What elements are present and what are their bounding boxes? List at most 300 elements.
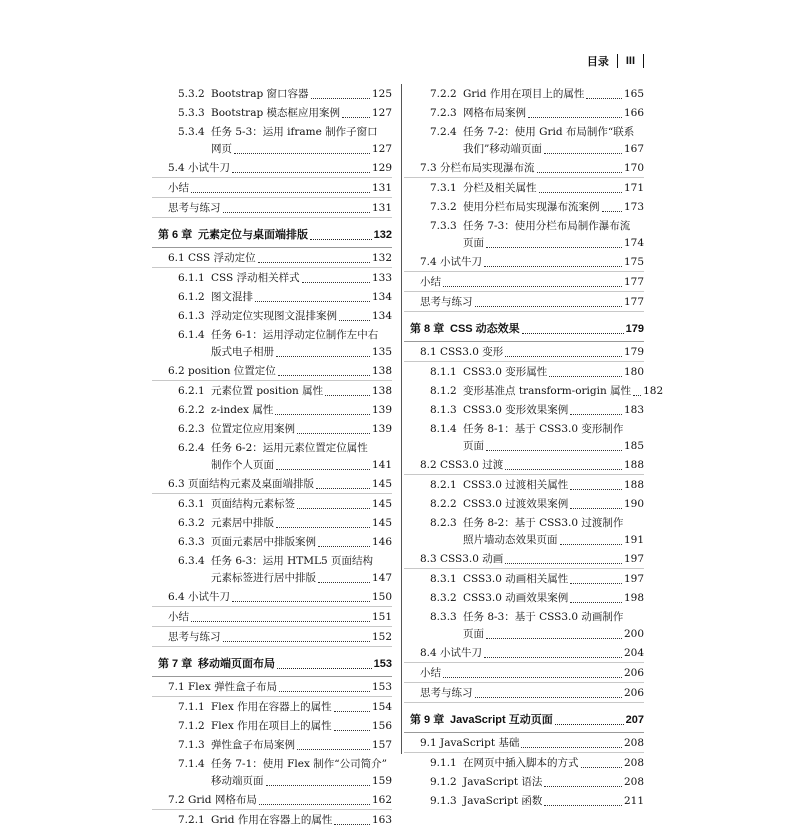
toc-entry-chapter[interactable] — [152, 227, 392, 248]
toc-page-number: 200 — [623, 628, 644, 640]
toc-entry-number: 7.1.2 — [178, 720, 205, 732]
toc-page-number: 179 — [625, 323, 644, 335]
toc-entry-sub[interactable] — [404, 590, 644, 607]
toc-entry-line — [168, 792, 392, 809]
toc-entry-sec[interactable] — [152, 589, 392, 607]
toc-entry-number: 5.3.2 — [178, 88, 205, 100]
toc-entry-sub[interactable] — [152, 124, 392, 158]
toc-entry-sub[interactable] — [404, 755, 644, 772]
toc-page-number: 174 — [623, 237, 644, 249]
toc-entry-line — [430, 496, 644, 513]
toc-entry-sec[interactable] — [152, 679, 392, 697]
toc-entry-number: 7.2 — [168, 794, 185, 806]
toc-entry-line — [430, 364, 644, 381]
toc-page-number: 157 — [371, 739, 392, 751]
toc-entry-line — [158, 227, 392, 244]
toc-page-number: 167 — [623, 143, 644, 155]
toc-entry-number: 7.1.4 — [178, 758, 205, 770]
toc-entry-title: CSS3.0 动画相关属性 — [463, 573, 569, 585]
toc-entry-title: 移动端页面 — [211, 775, 264, 787]
toc-entry-title: 版式电子相册 — [211, 346, 274, 358]
toc-entry-sub[interactable] — [404, 571, 644, 588]
toc-dot-leader — [325, 395, 370, 396]
toc-dot-leader — [539, 192, 622, 193]
toc-dot-leader — [302, 282, 370, 283]
toc-dot-leader — [486, 450, 622, 451]
toc-entry-number: 7.2.3 — [430, 107, 457, 119]
toc-entry-title: 在网页中插入脚本的方式 — [463, 757, 579, 769]
toc-page-number: 206 — [623, 687, 644, 699]
toc-entry-number: 8.3 — [420, 553, 437, 565]
toc-dot-leader — [633, 395, 641, 396]
toc-page-number: 173 — [623, 201, 644, 213]
header-page-number: III — [625, 55, 635, 67]
toc-entry-sec[interactable] — [404, 645, 644, 663]
toc-entry-title: 小试牛刀 — [188, 162, 230, 174]
toc-entry-sec[interactable] — [404, 735, 644, 753]
toc-dot-leader — [278, 375, 370, 376]
toc-entry-line — [178, 402, 392, 419]
toc-entry-sub[interactable] — [152, 440, 392, 474]
toc-entry-sec[interactable] — [404, 344, 644, 362]
toc-page-number: 211 — [623, 795, 644, 807]
toc-entry-number: 6.2 — [168, 365, 185, 377]
toc-page-number: 180 — [623, 366, 644, 378]
toc-page-number: 177 — [623, 276, 644, 288]
toc-entry-sec[interactable] — [404, 254, 644, 272]
toc-page-number: 150 — [371, 591, 392, 603]
toc-entry-line — [430, 402, 644, 419]
toc-entry-sub[interactable] — [152, 86, 392, 103]
toc-entry-number: 9.1.3 — [430, 795, 457, 807]
toc-entry-number: 7.1.1 — [178, 701, 205, 713]
toc-dot-leader — [255, 301, 370, 302]
toc-entry-line — [178, 383, 392, 400]
toc-dot-leader — [259, 804, 370, 805]
toc-entry-number: 8.4 — [420, 647, 437, 659]
toc-entry-sub[interactable] — [152, 289, 392, 306]
toc-dot-leader — [570, 489, 622, 490]
toc-entry-sub[interactable] — [404, 515, 644, 549]
toc-entry-plain[interactable] — [152, 180, 392, 198]
toc-entry-plain[interactable] — [152, 629, 392, 647]
toc-entry-sub[interactable] — [404, 774, 644, 791]
toc-entry-line — [178, 773, 392, 790]
toc-entry-number: 9.1.2 — [430, 776, 457, 788]
toc-entry-title: 任务 8-3：基于 CSS3.0 动画制作 — [463, 611, 624, 623]
toc-entry-title: Grid 网格布局 — [188, 794, 257, 806]
toc-entry-title: 任务 7-3：使用分栏布局制作瀑布流 — [463, 220, 631, 232]
toc-entry-title: 分栏布局实现瀑布流 — [440, 162, 535, 174]
toc-page-number: 145 — [371, 517, 392, 529]
toc-page-number: 163 — [371, 814, 392, 826]
toc-entry-sub[interactable] — [404, 124, 644, 158]
toc-entry-line — [178, 496, 392, 513]
toc-entry-sub[interactable] — [152, 421, 392, 438]
toc-dot-leader — [334, 730, 370, 731]
toc-entry-title: 小试牛刀 — [440, 256, 482, 268]
toc-page-number: 204 — [623, 647, 644, 659]
toc-entry-sub[interactable] — [404, 86, 644, 103]
toc-entry-sec[interactable] — [152, 792, 392, 810]
toc-entry-number: 第 7 章 — [158, 658, 193, 670]
toc-page-number: 131 — [371, 182, 392, 194]
toc-entry-line — [178, 737, 392, 754]
toc-entry-sub[interactable] — [152, 270, 392, 287]
toc-dot-leader — [234, 153, 370, 154]
toc-entry-title: 任务 8-1：基于 CSS3.0 变形制作 — [463, 423, 624, 435]
toc-dot-leader — [191, 192, 370, 193]
toc-left-column — [152, 84, 392, 829]
toc-entry-sub[interactable] — [152, 553, 392, 587]
toc-entry-line — [158, 656, 392, 673]
toc-entry-title: CSS3.0 变形 — [440, 346, 504, 358]
toc-entry-title: 变形基准点 transform-origin 属性 — [463, 385, 632, 397]
toc-entry-sub[interactable] — [404, 402, 644, 419]
toc-dot-leader — [277, 668, 372, 669]
toc-entry-line — [168, 160, 392, 177]
toc-entry-line — [430, 180, 644, 197]
toc-entry-number: 8.1.2 — [430, 385, 457, 397]
toc-entry-line — [430, 421, 644, 438]
toc-entry-title: CSS 浮动相关样式 — [211, 272, 300, 284]
toc-entry-title: Bootstrap 窗口容器 — [211, 88, 309, 100]
toc-entry-title: 思考与练习 — [168, 202, 221, 214]
toc-entry-sub[interactable] — [152, 718, 392, 735]
toc-dot-leader — [570, 602, 622, 603]
toc-entry-sub[interactable] — [404, 218, 644, 252]
toc-entry-title: 元素标签进行居中排版 — [211, 572, 316, 584]
toc-page-number: 159 — [371, 775, 392, 787]
toc-entry-title: 任务 6-3：运用 HTML5 页面结构 — [211, 555, 373, 567]
toc-entry-sec[interactable] — [404, 160, 644, 178]
toc-entry-title: 页面 — [463, 237, 484, 249]
toc-entry-title: CSS3.0 变形属性 — [463, 366, 548, 378]
toc-page-number: 208 — [623, 757, 644, 769]
toc-dot-leader — [505, 563, 622, 564]
toc-entry-title: CSS3.0 过渡效果案例 — [463, 498, 569, 510]
toc-dot-leader — [544, 153, 622, 154]
toc-dot-leader — [528, 117, 622, 118]
toc-page-number: 188 — [623, 459, 644, 471]
toc-dot-leader — [297, 749, 370, 750]
toc-entry-number: 5.3.3 — [178, 107, 205, 119]
toc-entry-title: 任务 8-2：基于 CSS3.0 过渡制作 — [463, 517, 624, 529]
toc-entry-line — [168, 363, 392, 380]
toc-entry-title: Grid 作用在项目上的属性 — [463, 88, 585, 100]
toc-entry-sub[interactable] — [404, 793, 644, 810]
toc-entry-plain[interactable] — [152, 200, 392, 218]
toc-entry-sub[interactable] — [152, 534, 392, 551]
toc-entry-line — [430, 383, 664, 400]
toc-dot-leader — [522, 333, 624, 334]
toc-page-number: 162 — [371, 794, 392, 806]
toc-entry-sec[interactable] — [152, 160, 392, 178]
toc-entry-sub[interactable] — [404, 199, 644, 216]
toc-entry-title: 思考与练习 — [420, 687, 473, 699]
toc-entry-title: CSS 动态效果 — [450, 323, 520, 335]
toc-entry-sec[interactable] — [152, 250, 392, 268]
header-divider — [643, 54, 644, 68]
toc-entry-plain[interactable] — [404, 274, 644, 292]
toc-entry-chapter[interactable] — [404, 321, 644, 342]
toc-entry-number: 7.4 — [420, 256, 437, 268]
toc-entry-title: position 位置定位 — [188, 365, 276, 377]
toc-dot-leader — [275, 414, 370, 415]
toc-entry-title: 小试牛刀 — [440, 647, 482, 659]
toc-page-number: 170 — [623, 162, 644, 174]
toc-entry-sub[interactable] — [152, 327, 392, 361]
toc-entry-line — [430, 609, 644, 626]
toc-entry-line — [178, 421, 392, 438]
toc-entry-title: 元素位置 position 属性 — [211, 385, 324, 397]
toc-page-number: 198 — [623, 592, 644, 604]
toc-dot-leader — [310, 239, 372, 240]
toc-entry-line — [430, 86, 644, 103]
toc-entry-chapter[interactable] — [404, 712, 644, 733]
toc-entry-title: CSS3.0 变形效果案例 — [463, 404, 569, 416]
toc-page-number: 132 — [371, 252, 392, 264]
toc-page-number: 206 — [623, 667, 644, 679]
toc-entry-line — [420, 344, 644, 361]
toc-entry-plain[interactable] — [404, 294, 644, 312]
toc-entry-line — [430, 626, 644, 643]
toc-entry-title: JavaScript 互动页面 — [450, 714, 553, 726]
toc-entry-sub[interactable] — [404, 383, 664, 400]
toc-dot-leader — [191, 621, 370, 622]
toc-entry-number: 6.3.2 — [178, 517, 205, 529]
toc-entry-title: 小结 — [168, 182, 189, 194]
toc-entry-sub[interactable] — [152, 812, 392, 829]
toc-entry-sub[interactable] — [152, 496, 392, 513]
toc-entry-line — [420, 735, 644, 752]
toc-page-number: 141 — [371, 459, 392, 471]
toc-entry-number: 8.3.2 — [430, 592, 457, 604]
toc-entry-sub[interactable] — [404, 364, 644, 381]
toc-entry-chapter[interactable] — [152, 656, 392, 677]
toc-entry-sub[interactable] — [404, 477, 644, 494]
toc-entry-sub[interactable] — [152, 756, 392, 790]
toc-entry-line — [178, 308, 392, 325]
toc-dot-leader — [276, 527, 370, 528]
toc-entry-title: 小结 — [168, 611, 189, 623]
toc-entry-sub[interactable] — [404, 421, 644, 455]
toc-page-number: 151 — [371, 611, 392, 623]
toc-page-number: 179 — [623, 346, 644, 358]
toc-entry-title: 页面结构元素及桌面端排版 — [188, 478, 314, 490]
toc-dot-leader — [484, 657, 622, 658]
toc-entry-sec[interactable] — [152, 476, 392, 494]
toc-page-number: 153 — [371, 681, 392, 693]
toc-entry-line — [430, 124, 644, 141]
toc-entry-line — [178, 141, 392, 158]
toc-entry-line — [178, 699, 392, 716]
toc-dot-leader — [586, 98, 622, 99]
toc-entry-line — [178, 289, 392, 306]
toc-entry-number: 9.1 — [420, 737, 437, 749]
toc-page-number: 166 — [623, 107, 644, 119]
toc-page-number: 133 — [371, 272, 392, 284]
toc-dot-leader — [334, 824, 370, 825]
toc-entry-title: Flex 弹性盒子布局 — [188, 681, 278, 693]
toc-entry-title: 元素居中排版 — [211, 517, 274, 529]
toc-dot-leader — [232, 172, 370, 173]
toc-dot-leader — [486, 638, 622, 639]
toc-page-number: 134 — [371, 310, 392, 322]
toc-entry-sub[interactable] — [152, 402, 392, 419]
toc-entry-line — [430, 571, 644, 588]
toc-page-number: 139 — [371, 404, 392, 416]
toc-entry-number: 6.2.2 — [178, 404, 205, 416]
toc-entry-title: 浮动定位实现图文混排案例 — [211, 310, 337, 322]
toc-entry-sub[interactable] — [152, 699, 392, 716]
toc-entry-line — [178, 86, 392, 103]
toc-entry-number: 6.1.2 — [178, 291, 205, 303]
toc-entry-title: 弹性盒子布局案例 — [211, 739, 295, 751]
toc-entry-line — [178, 570, 392, 587]
toc-page-number: 145 — [371, 478, 392, 490]
toc-page-number: 197 — [623, 553, 644, 565]
toc-entry-number: 8.2.1 — [430, 479, 457, 491]
toc-page-number: 153 — [373, 658, 392, 670]
toc-right-column — [404, 84, 664, 810]
toc-page-number: 185 — [623, 440, 644, 452]
toc-entry-title: CSS 浮动定位 — [188, 252, 256, 264]
toc-entry-title: 使用分栏布局实现瀑布流案例 — [463, 201, 600, 213]
toc-entry-number: 6.3 — [168, 478, 185, 490]
toc-entry-title: JavaScript 函数 — [463, 795, 543, 807]
toc-entry-number: 6.1.4 — [178, 329, 205, 341]
toc-entry-line — [420, 274, 644, 291]
toc-entry-line — [178, 124, 392, 141]
toc-dot-leader — [549, 376, 622, 377]
toc-entry-number: 7.2.1 — [178, 814, 205, 826]
toc-entry-number: 6.2.4 — [178, 442, 205, 454]
toc-entry-sub[interactable] — [152, 737, 392, 754]
toc-entry-title: 任务 6-2：运用元素位置定位属性 — [211, 442, 368, 454]
toc-entry-line — [178, 756, 392, 773]
toc-entry-number: 6.2.3 — [178, 423, 205, 435]
toc-page-number: 129 — [371, 162, 392, 174]
toc-entry-number: 7.1 — [168, 681, 185, 693]
toc-dot-leader — [223, 641, 370, 642]
toc-entry-title: JavaScript 基础 — [440, 737, 520, 749]
toc-dot-leader — [258, 262, 370, 263]
toc-entry-sub[interactable] — [404, 496, 644, 513]
toc-dot-leader — [555, 724, 624, 725]
toc-entry-sub[interactable] — [152, 383, 392, 400]
toc-dot-leader — [276, 356, 370, 357]
toc-page-number: 125 — [371, 88, 392, 100]
toc-entry-sec[interactable] — [152, 363, 392, 381]
toc-dot-leader — [339, 320, 370, 321]
toc-entry-title: 页面 — [463, 440, 484, 452]
toc-entry-line — [168, 589, 392, 606]
toc-entry-title: 页面结构元素标签 — [211, 498, 295, 510]
toc-entry-title: 我们”移动端页面 — [463, 143, 542, 155]
toc-entry-plain[interactable] — [404, 665, 644, 683]
toc-entry-number: 8.2 — [420, 459, 437, 471]
toc-entry-line — [420, 645, 644, 662]
running-header — [587, 53, 644, 69]
toc-entry-title: Grid 作用在容器上的属性 — [211, 814, 333, 826]
toc-entry-number: 8.1.1 — [430, 366, 457, 378]
toc-entry-line — [178, 105, 392, 122]
toc-dot-leader — [505, 469, 622, 470]
toc-entry-title: CSS3.0 动画效果案例 — [463, 592, 569, 604]
toc-page-number: 127 — [371, 143, 392, 155]
toc-dot-leader — [223, 212, 370, 213]
toc-entry-number: 6.1.3 — [178, 310, 205, 322]
toc-entry-line — [430, 515, 644, 532]
toc-entry-line — [178, 534, 392, 551]
toc-entry-line — [430, 199, 644, 216]
toc-dot-leader — [232, 601, 370, 602]
header-title: 目录 — [586, 56, 609, 68]
toc-entry-title: 小试牛刀 — [188, 591, 230, 603]
toc-entry-number: 7.3 — [420, 162, 437, 174]
toc-page-number: 145 — [371, 498, 392, 510]
toc-dot-leader — [544, 805, 622, 806]
toc-entry-sub[interactable] — [152, 105, 392, 122]
toc-entry-title: Flex 作用在容器上的属性 — [211, 701, 332, 713]
toc-entry-number: 6.1.1 — [178, 272, 205, 284]
toc-entry-sub[interactable] — [404, 609, 644, 643]
toc-entry-plain[interactable] — [404, 685, 644, 703]
toc-dot-leader — [297, 508, 370, 509]
toc-entry-title: CSS3.0 动画 — [440, 553, 504, 565]
toc-entry-sub[interactable] — [152, 515, 392, 532]
toc-entry-title: JavaScript 语法 — [463, 776, 543, 788]
toc-entry-line — [410, 321, 644, 338]
toc-entry-sec[interactable] — [404, 457, 644, 475]
header-divider — [617, 54, 618, 68]
toc-entry-line — [168, 250, 392, 267]
toc-entry-title: 任务 5-3：运用 iframe 制作子窗口 — [211, 126, 378, 138]
toc-entry-title: 分栏及相关属性 — [463, 182, 537, 194]
toc-entry-line — [420, 160, 644, 177]
toc-dot-leader — [266, 785, 370, 786]
toc-page-number: 190 — [623, 498, 644, 510]
toc-page-number: 207 — [625, 714, 644, 726]
toc-entry-line — [430, 105, 644, 122]
toc-page-number: 135 — [371, 346, 392, 358]
toc-entry-line — [430, 438, 644, 455]
toc-page-number: 139 — [371, 423, 392, 435]
toc-dot-leader — [570, 414, 622, 415]
toc-entry-sub[interactable] — [152, 308, 392, 325]
toc-entry-title: 元素定位与桌面端排版 — [198, 229, 308, 241]
toc-dot-leader — [276, 469, 370, 470]
toc-entry-plain[interactable] — [152, 609, 392, 627]
toc-entry-number: 第 6 章 — [158, 229, 193, 241]
toc-page-number: 138 — [371, 385, 392, 397]
toc-entry-sub[interactable] — [404, 105, 644, 122]
toc-entry-sec[interactable] — [404, 551, 644, 569]
toc-page-number: 127 — [371, 107, 392, 119]
toc-dot-leader — [475, 306, 622, 307]
toc-entry-title: 制作个人页面 — [211, 459, 274, 471]
toc-entry-title: 思考与练习 — [420, 296, 473, 308]
toc-page-number: 131 — [371, 202, 392, 214]
toc-entry-number: 7.3.3 — [430, 220, 457, 232]
toc-page-number: 152 — [371, 631, 392, 643]
toc-entry-line — [168, 679, 392, 696]
toc-entry-line — [430, 477, 644, 494]
toc-dot-leader — [311, 98, 370, 99]
toc-entry-number: 8.3.1 — [430, 573, 457, 585]
toc-entry-sub[interactable] — [404, 180, 644, 197]
